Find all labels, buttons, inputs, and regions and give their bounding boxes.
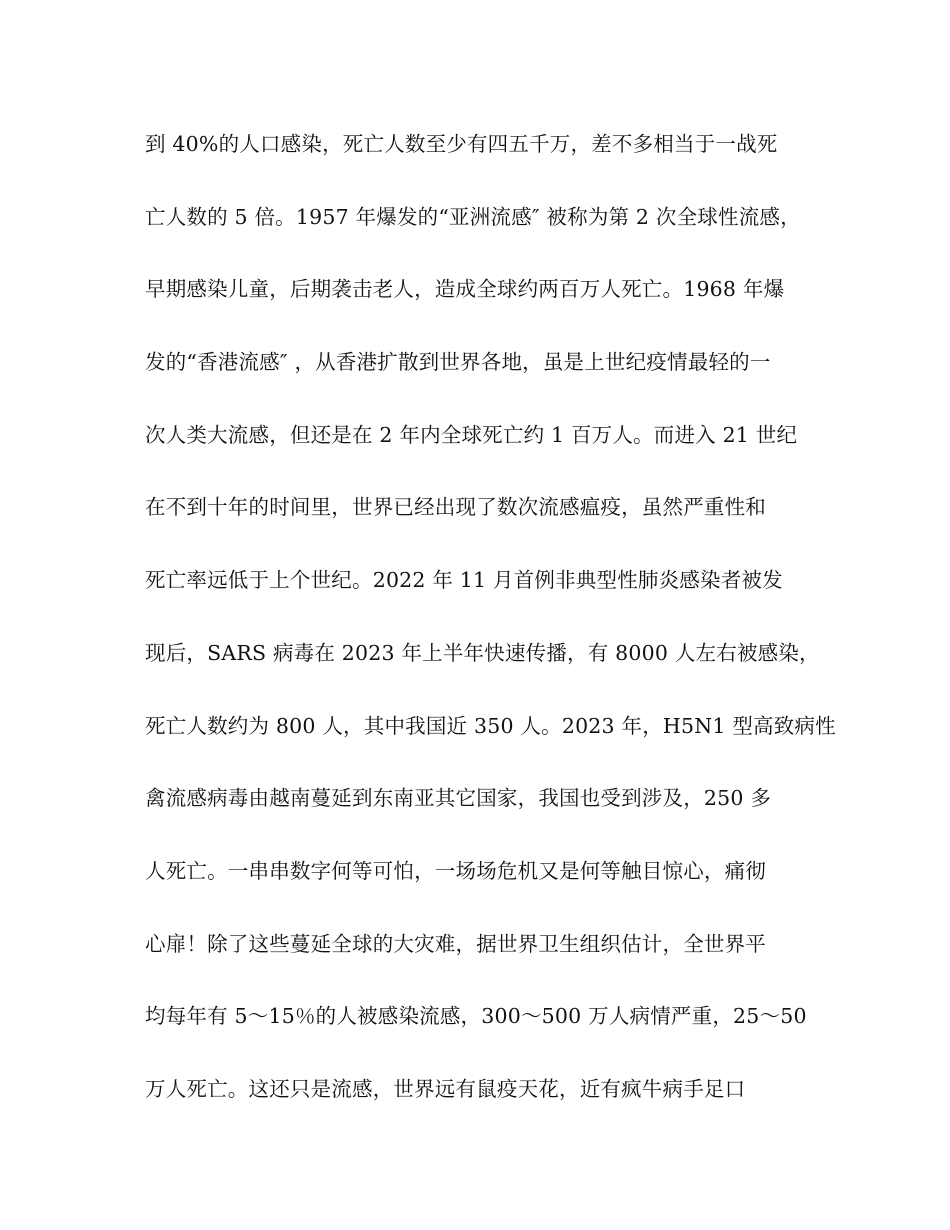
text-line: 死亡人数约为 800 人，其中我国近 350 人。2023 年，H5N1 型高致病性 [145, 713, 836, 738]
text-line: 禽流感病毒由越南蔓延到东南亚其它国家，我国也受到涉及，250 多 [145, 786, 772, 811]
text-line: 发的“香港流感″ ，从香港扩散到世界各地，虽是上世纪疫情最轻的一 [145, 350, 771, 375]
text-line: 均每年有 5～15％的人被感染流感，300～500 万人病情严重，25～50 [145, 1004, 807, 1029]
text-line: 现后，SARS 病毒在 2023 年上半年快速传播，有 8000 人左右被感染， [145, 640, 820, 665]
text-line: 心扉！除了这些蔓延全球的大灾难，据世界卫生组织估计，全世界平 [145, 931, 766, 956]
text-line: 早期感染儿童，后期袭击老人，造成全球约两百万人死亡。1968 年爆 [145, 277, 785, 302]
text-line: 到 40%的人口感染，死亡人数至少有四五千万，差不多相当于一战死 [145, 132, 778, 156]
text-line: 万人死亡。这还只是流感，世界远有鼠疫天花，近有疯牛病手足口 [145, 1076, 746, 1101]
text-line: 在不到十年的时间里，世界已经出现了数次流感瘟疫，虽然严重性和 [145, 495, 766, 520]
text-line: 死亡率远低于上个世纪。2022 年 11 月首例非典型性肺炎感染者被发 [145, 568, 783, 593]
body-text [145, 124, 836, 1142]
text-line: 亡人数的 5 倍。1957 年爆发的“亚洲流感″ 被称为第 2 次全球性流感， [145, 204, 801, 229]
text-line: 人死亡。一串串数字何等可怕，一场场危机又是何等触目惊心，痛彻 [145, 858, 766, 883]
text-line: 次人类大流感，但还是在 2 年内全球死亡约 1 百万人。而进入 21 世纪 [145, 422, 798, 447]
